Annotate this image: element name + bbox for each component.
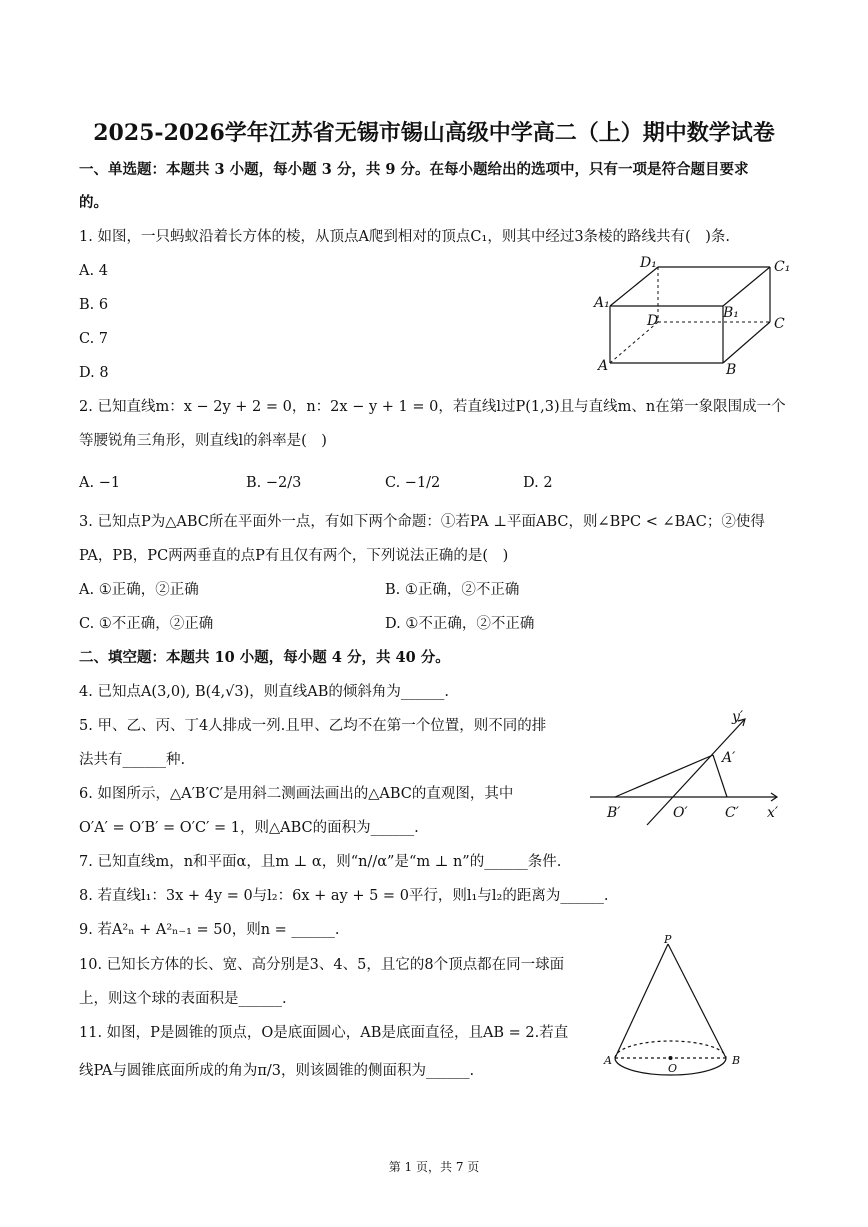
question-3-option-c: C. ①不正确，②正确 [79,616,214,632]
question-2-stem-cont: 等腰锐角三角形，则直线l的斜率是( ) [79,433,327,449]
section-1-heading: 一、单选题：本题共 3 小题，每小题 3 分，共 9 分。在每小题给出的选项中，只有一项是符合题目要求 [79,161,749,178]
question-9-stem: 9. 若A²ₙ + A²ₙ₋₁ = 50，则n = ______. [79,922,340,938]
label-o: O [668,1062,678,1075]
label-b: B [726,362,737,378]
label-b: B [732,1054,741,1067]
label-o-prime: O′ [673,805,688,821]
label-a-prime: A′ [722,750,736,766]
label-d: D [647,313,659,329]
label-c-prime: C′ [725,805,739,821]
question-1-option-d: D. 8 [79,365,109,381]
page-footer: 第 1 页，共 7 页 [388,1160,480,1174]
question-2-option-d: D. 2 [523,475,553,491]
question-11-stem: 11. 如图，P是圆锥的顶点，O是底面圆心，AB是底面直径，且AB = 2.若直 [79,1025,569,1041]
question-5-stem-cont: 法共有______种. [79,752,186,768]
question-10-stem: 10. 已知长方体的长、宽、高分别是3、4、5，且它的8个顶点都在同一球面 [79,957,565,973]
label-a: A [598,358,609,374]
label-a1: A₁ [594,295,610,311]
cone-figure [598,930,748,1080]
question-2-option-a: A. −1 [79,475,121,491]
question-1-stem: 1. 如图，一只蚂蚁沿着长方体的棱，从顶点A爬到相对的顶点C₁，则其中经过3条棱的路线共有( )条. [79,229,730,245]
label-x-axis: x′ [767,805,779,821]
question-3-stem-cont: PA，PB，PC两两垂直的点P有且仅有两个，下列说法正确的是( ) [79,548,509,564]
question-3-option-b: B. ①正确，②不正确 [385,582,520,598]
question-1-option-c: C. 7 [79,331,109,347]
label-p: P [664,933,672,946]
question-8-stem: 8. 若直线l₁：3x + 4y = 0与l₂：6x + ay + 5 = 0平行，则l₁与l₂的距离为______. [79,888,609,904]
label-d1: D₁ [640,255,657,271]
question-6-stem: 6. 如图所示，△A′B′C′是用斜二测画法画出的△ABC的直观图，其中 [79,786,514,802]
section-2-heading: 二、填空题：本题共 10 小题，每小题 4 分，共 40 分。 [79,649,450,666]
center-point [669,1056,673,1060]
question-10-stem-cont: 上，则这个球的表面积是______. [79,991,287,1007]
question-3-stem: 3. 已知点P为△ABC所在平面外一点，有如下两个命题：①若PA ⊥平面ABC，则∠BPC < ∠BAC；②使得 [79,514,765,530]
question-2-option-c: C. −1/2 [385,475,441,491]
oblique-triangle-figure [585,705,790,830]
label-c1: C₁ [774,259,791,275]
question-2-stem: 2. 已知直线m：x − 2y + 2 = 0，n：2x − y + 1 = 0，若直线l过P(1,3)且与直线m、n在第一象限围成一个 [79,399,786,415]
question-11-stem-cont: 线PA与圆锥底面所成的角为π/3，则该圆锥的侧面积为______. [79,1063,475,1079]
question-5-stem: 5. 甲、乙、丙、丁4人排成一列.且甲、乙均不在第一个位置，则不同的排 [79,718,547,734]
label-b-prime: B′ [607,805,621,821]
question-2-option-b: B. −2/3 [246,475,302,491]
question-6-stem-cont: O′A′ = O′B′ = O′C′ = 1，则△ABC的面积为______. [79,820,419,836]
section-1-heading-cont: 的。 [79,194,108,211]
question-1-option-b: B. 6 [79,297,109,313]
label-b1: B₁ [723,305,739,321]
label-a: A [604,1054,612,1067]
question-4-stem: 4. 已知点A(3,0), B(4,√3)，则直线AB的倾斜角为______. [79,684,450,700]
question-1-option-a: A. 4 [79,263,108,279]
label-c: C [774,316,785,332]
question-3-option-d: D. ①不正确，②不正确 [385,616,535,632]
question-7-stem: 7. 已知直线m，n和平面α，且m ⊥ α，则“n//α”是“m ⊥ n”的______条件. [79,854,562,870]
question-3-option-a: A. ①正确，②正确 [79,582,199,598]
label-y-axis: y′ [732,709,744,725]
page-title: 2025-2026学年江苏省无锡市锡山高级中学高二（上）期中数学试卷 [93,120,775,146]
cuboid-figure [590,250,795,380]
